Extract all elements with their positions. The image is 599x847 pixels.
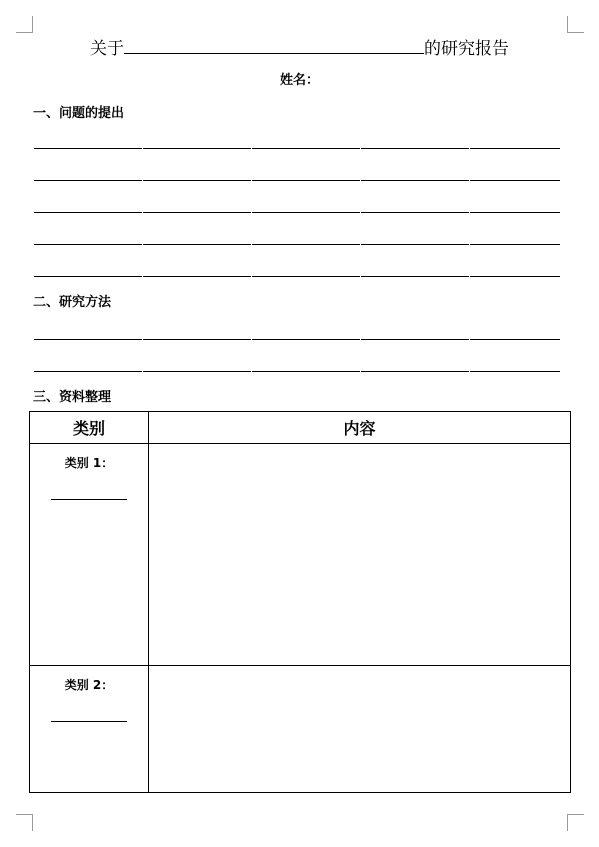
table-header-row [30,412,571,444]
category-cell [30,444,149,666]
data-table [29,411,571,793]
column-header-content: 内容 [149,412,571,444]
page-corner-mark-bottom-left [16,814,33,831]
writing-line[interactable] [34,148,560,149]
writing-line[interactable] [34,180,560,181]
name-label: 姓名： [279,73,319,88]
writing-line[interactable] [34,276,560,277]
category-label: 类别 2： [64,678,114,692]
writing-line[interactable] [34,339,560,340]
category-label: 类别 1： [64,456,114,470]
table-row [30,444,571,666]
page-corner-mark-bottom-right [567,814,584,831]
page-corner-mark-top-left [16,16,33,33]
title-suffix: 的研究报告 [424,39,509,59]
category-blank-field[interactable] [51,499,127,500]
writing-line[interactable] [34,371,560,372]
column-header-category: 类别 [30,412,149,444]
report-title [0,34,599,59]
page-corner-mark-top-right [567,16,584,33]
category-blank-field[interactable] [51,721,127,722]
title-blank-field[interactable] [124,41,424,54]
title-prefix: 关于 [90,39,124,59]
table-row [30,666,571,793]
section-heading-method: 二、研究方法 [33,295,112,310]
section-heading-data: 三、资料整理 [33,390,112,405]
writing-line[interactable] [34,212,560,213]
writing-line[interactable] [34,244,560,245]
section-heading-problem: 一、问题的提出 [33,106,125,121]
content-cell[interactable] [149,666,571,793]
content-cell[interactable] [149,444,571,666]
category-cell [30,666,149,793]
